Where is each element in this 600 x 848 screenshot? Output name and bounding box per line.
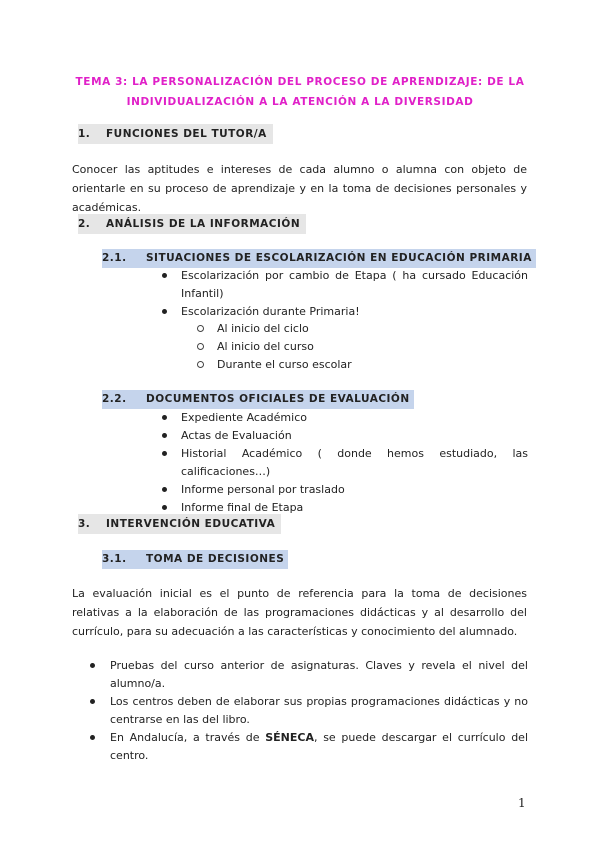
bullet-icon: [90, 735, 95, 740]
section-heading-3: [78, 514, 281, 534]
section-heading-1: [78, 124, 273, 144]
bullet-icon: [90, 663, 95, 668]
page-number: 1: [518, 796, 526, 810]
bullet-icon: [162, 487, 167, 492]
bullet-icon: [162, 505, 167, 510]
bullet-icon: [162, 273, 167, 278]
subsection-heading-2-1: [102, 249, 536, 268]
list-item: Escolarización por cambio de Etapa ( ha cursado Educación Infantil): [160, 267, 528, 303]
list-item: Historial Académico ( donde hemos estudiado, las calificaciones…): [160, 445, 528, 481]
bullet-icon: [162, 415, 167, 420]
list-item: Expediente Académico: [160, 409, 528, 427]
seneca-bold: SÉNECA: [265, 731, 314, 744]
hollow-bullet-icon: [197, 325, 204, 332]
section-title: ANÁLISIS DE LA INFORMACIÓN: [106, 218, 301, 230]
list-2-2: [160, 409, 528, 517]
section-heading-2: [78, 214, 306, 234]
subsection-title: DOCUMENTOS OFICIALES DE EVALUACIÓN: [146, 393, 410, 405]
section-number: 1.: [78, 128, 91, 140]
subsection-number: 2.1.: [102, 252, 127, 264]
list-2-1: [160, 267, 528, 321]
list-item: Informe final de Etapa: [160, 499, 528, 517]
subsection-title: TOMA DE DECISIONES: [146, 553, 285, 565]
bullet-icon: [162, 309, 167, 314]
bullet-icon: [162, 433, 167, 438]
list-item: Pruebas del curso anterior de asignaturas. Claves y revela el nivel del alumno/a.: [88, 657, 528, 693]
list-item: Actas de Evaluación: [160, 427, 528, 445]
subsection-number: 2.2.: [102, 393, 127, 405]
list-item: Durante el curso escolar: [196, 356, 352, 374]
sublist-2-1: [196, 320, 352, 374]
subsection-heading-2-2: [102, 390, 414, 409]
section-1-paragraph: Conocer las aptitudes e intereses de cada alumno o alumna con objeto de orientarle en su proceso de aprendizaje y en la toma de decisiones personales y académicas.: [72, 163, 527, 214]
subsection-title: SITUACIONES DE ESCOLARIZACIÓN EN EDUCACIÓN PRIMARIA: [146, 252, 532, 264]
section-title: FUNCIONES DEL TUTOR/A: [106, 128, 267, 140]
hollow-bullet-icon: [197, 343, 204, 350]
list-item: Al inicio del curso: [196, 338, 352, 356]
hollow-bullet-icon: [197, 361, 204, 368]
list-3-1: [88, 657, 528, 765]
list-item: Escolarización durante Primaria!: [160, 303, 528, 321]
section-number: 3.: [78, 518, 91, 530]
section-number: 2.: [78, 218, 91, 230]
bullet-icon: [162, 451, 167, 456]
list-item: Los centros deben de elaborar sus propias programaciones didácticas y no centrarse en las del libro.: [88, 693, 528, 729]
document-title: TEMA 3: LA PERSONALIZACIÓN DEL PROCESO DE APRENDIZAJE: DE LA INDIVIDUALIZACIÓN A LA ATENCIÓN A LA DIVERSIDAD: [75, 76, 525, 108]
list-item: En Andalucía, a través de SÉNECA, se puede descargar el currículo del centro.: [88, 729, 528, 765]
bullet-icon: [90, 699, 95, 704]
subsection-number: 3.1.: [102, 553, 127, 565]
list-item: Al inicio del ciclo: [196, 320, 352, 338]
section-3-1-paragraph: La evaluación inicial es el punto de referencia para la toma de decisiones relativas a la elaboración de las programaciones didácticas y al desarrollo del currículo, para su adecuación a las características y conocimiento del alumnado.: [72, 587, 527, 638]
list-item: Informe personal por traslado: [160, 481, 528, 499]
section-title: INTERVENCIÓN EDUCATIVA: [106, 518, 276, 530]
subsection-heading-3-1: [102, 550, 288, 569]
